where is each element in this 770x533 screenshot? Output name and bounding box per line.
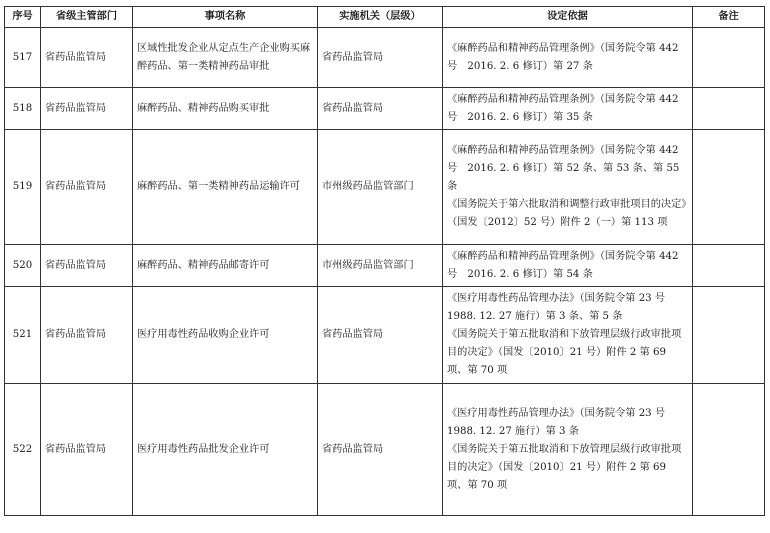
cell-agency: 省药品监管局 [318, 287, 443, 384]
header-basis: 设定依据 [443, 7, 693, 28]
header-remark: 备注 [693, 7, 765, 28]
cell-basis [443, 88, 693, 130]
table-row [5, 245, 765, 287]
cell-seq: 522 [5, 384, 41, 516]
cell-seq: 521 [5, 287, 41, 384]
cell-remark [693, 287, 765, 384]
cell-dept: 省药品监管局 [41, 287, 133, 384]
cell-item: 医疗用毒性药品收购企业许可 [133, 287, 318, 384]
header-item: 事项名称 [133, 7, 318, 28]
table-row [5, 287, 765, 384]
cell-basis [443, 287, 693, 384]
cell-basis [443, 384, 693, 516]
cell-basis [443, 28, 693, 88]
header-seq: 序号 [5, 7, 41, 28]
table-row [5, 28, 765, 88]
table-row [5, 88, 765, 130]
cell-agency: 省药品监管局 [318, 28, 443, 88]
table-row [5, 130, 765, 245]
cell-agency: 市州级药品监管部门 [318, 130, 443, 245]
basis-line: 《医疗用毒性药品管理办法》（国务院令第 23 号 1988. 12. 27 施行）第 3 条、第 5 条 [447, 293, 676, 322]
cell-dept: 省药品监管局 [41, 130, 133, 245]
cell-item: 麻醉药品、第一类精神药品运输许可 [133, 130, 318, 245]
cell-item: 麻醉药品、精神药品购买审批 [133, 88, 318, 130]
basis-line: 《麻醉药品和精神药品管理条例》（国务院令第 442 号 2016. 2. 6 修订）第 27 条 [447, 42, 682, 72]
cell-item: 区域性批发企业从定点生产企业购买麻醉药品、第一类精神药品审批 [133, 28, 318, 88]
header-dept: 省级主管部门 [41, 7, 133, 28]
cell-item: 医疗用毒性药品批发企业许可 [133, 384, 318, 516]
cell-dept: 省药品监管局 [41, 245, 133, 287]
cell-item: 麻醉药品、精神药品邮寄许可 [133, 245, 318, 287]
cell-agency: 市州级药品监管部门 [318, 245, 443, 287]
cell-dept: 省药品监管局 [41, 384, 133, 516]
cell-remark [693, 384, 765, 516]
cell-seq: 520 [5, 245, 41, 287]
cell-remark [693, 88, 765, 130]
cell-basis [443, 245, 693, 287]
cell-remark [693, 245, 765, 287]
cell-dept: 省药品监管局 [41, 88, 133, 130]
header-agency: 实施机关（层级） [318, 7, 443, 28]
table-row [5, 384, 765, 516]
approval-items-table [4, 6, 765, 516]
basis-line: 《国务院关于第五批取消和下放管理层级行政审批项目的决定》（国发〔2010〕21 号）附件 2 第 69 项、第 70 项 [447, 443, 682, 491]
basis-line: 《麻醉药品和精神药品管理条例》（国务院令第 442 号 2016. 2. 6 修订）第 54 条 [447, 250, 682, 280]
basis-line: 《国务院关于第五批取消和下放管理层级行政审批项目的决定》（国发〔2010〕21 号）附件 2 第 69 项、第 70 项 [447, 329, 682, 376]
cell-seq: 519 [5, 130, 41, 245]
cell-basis [443, 130, 693, 245]
basis-line: 《国务院关于第六批取消和调整行政审批项目的决定》（国发〔2012〕52 号）附件 2（一）第 113 项 [447, 199, 687, 228]
cell-seq: 517 [5, 28, 41, 88]
table-header-row [5, 7, 765, 28]
cell-remark [693, 130, 765, 245]
cell-seq: 518 [5, 88, 41, 130]
basis-line: 《麻醉药品和精神药品管理条例》（国务院令第 442 号 2016. 2. 6 修订）第 52 条、第 53 条、第 55 条 [447, 145, 683, 192]
basis-line: 《麻醉药品和精神药品管理条例》（国务院令第 442 号 2016. 2. 6 修订）第 35 条 [447, 93, 682, 123]
cell-agency: 省药品监管局 [318, 384, 443, 516]
cell-agency: 省药品监管局 [318, 88, 443, 130]
basis-line: 《医疗用毒性药品管理办法》（国务院令第 23 号 1988. 12. 27 施行）第 3 条 [447, 407, 676, 437]
cell-dept: 省药品监管局 [41, 28, 133, 88]
cell-remark [693, 28, 765, 88]
